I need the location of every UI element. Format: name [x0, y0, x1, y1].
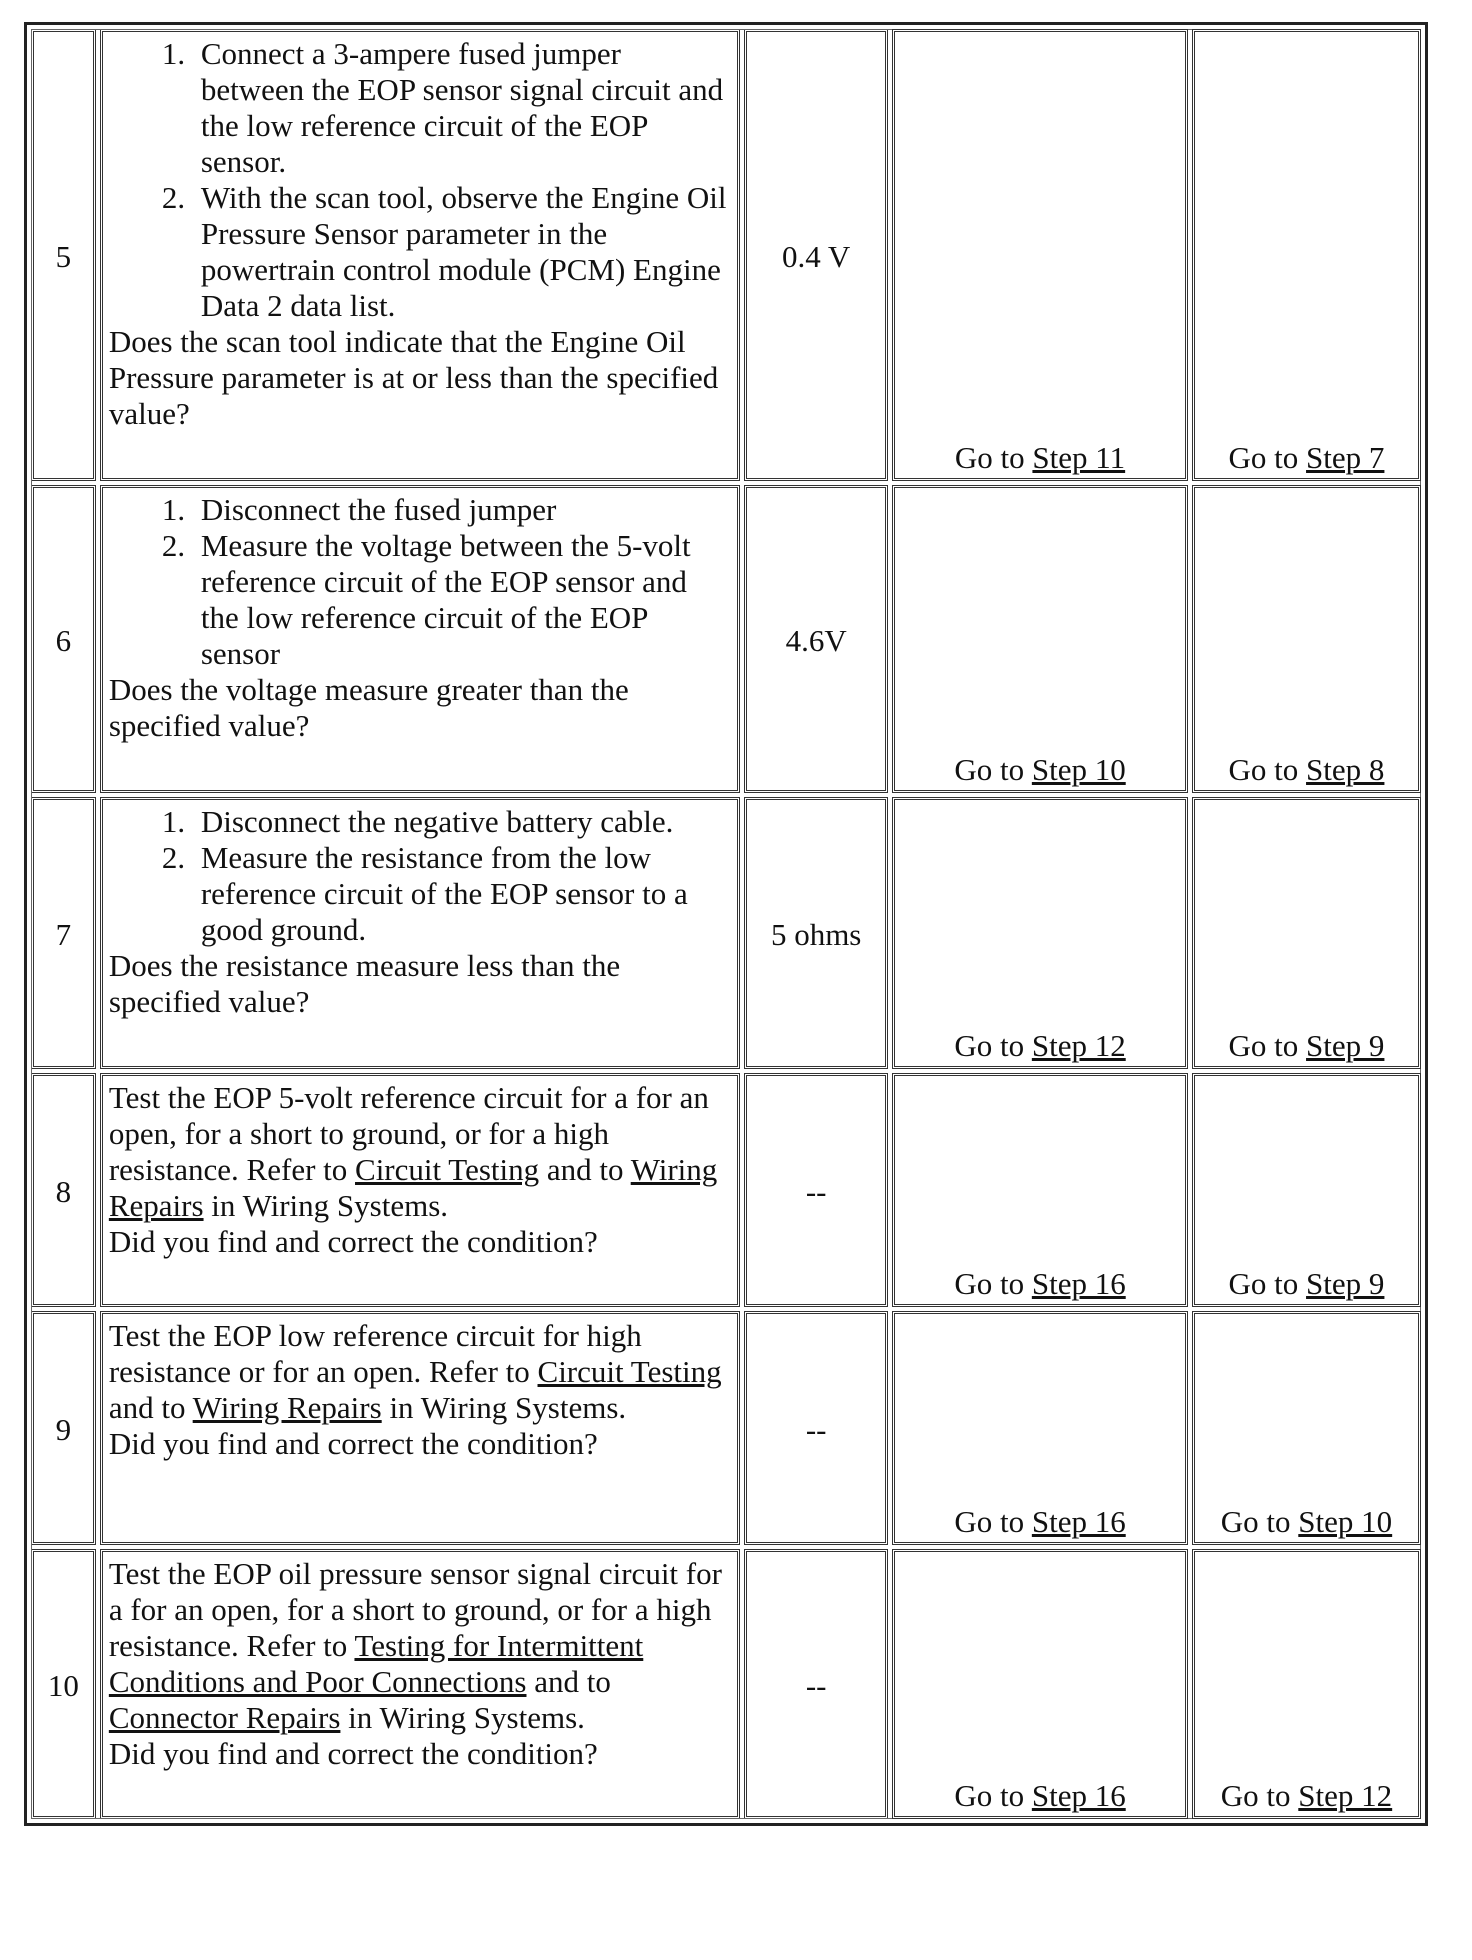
value-cell: -- [744, 1549, 888, 1819]
no-cell [1192, 1549, 1421, 1819]
procedure-text [109, 1556, 731, 1736]
goto-prefix: Go to [1228, 440, 1299, 475]
procedure-text-part: and to [108, 1390, 186, 1425]
procedure-text-part: and to [534, 1664, 611, 1699]
question-text: Does the voltage measure greater than the specified value? [108, 672, 629, 743]
action-cell [100, 1549, 740, 1819]
action-cell [100, 485, 740, 793]
goto-prefix: Go to [954, 1504, 1025, 1539]
goto-step-link[interactable]: Step 8 [1306, 752, 1385, 787]
goto-prefix: Go to [1228, 1028, 1299, 1063]
step-number: 6 [31, 485, 96, 793]
goto-step-link[interactable]: Step 16 [1031, 1504, 1126, 1539]
value-cell: 5 ohms [744, 797, 888, 1069]
diagnostic-table [24, 22, 1428, 1826]
goto-prefix: Go to [954, 752, 1025, 787]
step-number: 9 [31, 1311, 96, 1545]
action-cell [100, 29, 740, 481]
circuit-testing-link[interactable]: Circuit Testing [537, 1354, 722, 1389]
action-list [109, 804, 731, 948]
value-cell: 4.6V [744, 485, 888, 793]
intermittent-conditions-link[interactable]: Testing for Intermittent Conditions and Poor Connections [108, 1628, 644, 1699]
table-row [31, 1549, 1421, 1819]
procedure-text-part: in Wiring Systems. [389, 1390, 627, 1425]
goto-step-link[interactable]: Step 11 [1032, 440, 1126, 475]
goto-prefix: Go to [954, 1266, 1025, 1301]
goto-step-link[interactable]: Step 16 [1031, 1266, 1126, 1301]
procedure-text-part: in Wiring Systems. [348, 1700, 585, 1735]
step-number: 7 [31, 797, 96, 1069]
action-cell [100, 1311, 740, 1545]
procedure-text [109, 1318, 731, 1426]
no-cell [1192, 29, 1421, 481]
question-text: Did you find and correct the condition? [108, 1224, 598, 1259]
action-item: 2. With the scan tool, observe the Engine Oil Pressure Sensor parameter in the powertrain control module (PCM) Engine Data 2 data list. [193, 180, 731, 324]
wiring-repairs-link[interactable]: Wiring Repairs [108, 1152, 718, 1223]
goto-prefix: Go to [1220, 1504, 1291, 1539]
no-cell [1192, 797, 1421, 1069]
goto-step-link[interactable]: Step 9 [1306, 1266, 1385, 1301]
step-number: 10 [31, 1549, 96, 1819]
action-item: 1. Connect a 3-ampere fused jumper between the EOP sensor signal circuit and the low reference circuit of the EOP sensor. [193, 36, 731, 180]
action-cell [100, 1073, 740, 1307]
circuit-testing-link[interactable]: Circuit Testing [355, 1152, 540, 1187]
goto-prefix: Go to [1228, 1266, 1299, 1301]
connector-repairs-link[interactable]: Connector Repairs [108, 1700, 341, 1735]
yes-cell [892, 485, 1188, 793]
action-item: 1. Disconnect the fused jumper [193, 492, 731, 528]
yes-cell [892, 1311, 1188, 1545]
goto-prefix: Go to [954, 1778, 1025, 1813]
goto-prefix: Go to [1228, 752, 1299, 787]
no-cell [1192, 1073, 1421, 1307]
goto-step-link[interactable]: Step 10 [1031, 752, 1126, 787]
goto-prefix: Go to [954, 1028, 1025, 1063]
table-row [31, 797, 1421, 1069]
procedure-text [109, 1080, 731, 1224]
step-number: 5 [31, 29, 96, 481]
table-row [31, 29, 1421, 481]
goto-prefix: Go to [1220, 1778, 1291, 1813]
procedure-text-part: Test the EOP oil pressure sensor signal circuit for a for an open, for a short to ground, or for a high resistance. Refer to [108, 1556, 722, 1663]
table-row [31, 1073, 1421, 1307]
action-item: 1. Disconnect the negative battery cable. [193, 804, 731, 840]
step-number: 8 [31, 1073, 96, 1307]
value-cell: -- [744, 1073, 888, 1307]
no-cell [1192, 485, 1421, 793]
question-text: Did you find and correct the condition? [108, 1736, 598, 1771]
value-cell: 0.4 V [744, 29, 888, 481]
procedure-text-part: Test the EOP low reference circuit for high resistance or for an open. Refer to [108, 1318, 642, 1389]
procedure-text-part: Test the EOP 5-volt reference circuit for a for an open, for a short to ground, or for a high resistance. Refer to [108, 1080, 709, 1187]
action-cell [100, 797, 740, 1069]
procedure-text-part: in Wiring Systems. [211, 1188, 449, 1223]
action-list [109, 36, 731, 324]
goto-step-link[interactable]: Step 9 [1306, 1028, 1385, 1063]
goto-step-link[interactable]: Step 10 [1298, 1504, 1393, 1539]
action-item: 2. Measure the resistance from the low reference circuit of the EOP sensor to a good ground. [193, 840, 731, 948]
action-list [109, 492, 731, 672]
yes-cell [892, 1073, 1188, 1307]
table-row [31, 1311, 1421, 1545]
no-cell [1192, 1311, 1421, 1545]
goto-step-link[interactable]: Step 7 [1306, 440, 1385, 475]
procedure-text-part: and to [546, 1152, 624, 1187]
goto-step-link[interactable]: Step 12 [1298, 1778, 1393, 1813]
question-text: Does the scan tool indicate that the Engine Oil Pressure parameter is at or less than the specified value? [108, 324, 719, 431]
goto-prefix: Go to [954, 440, 1025, 475]
action-item: 2. Measure the voltage between the 5-volt reference circuit of the EOP sensor and the low reference circuit of the EOP sensor [193, 528, 731, 672]
yes-cell [892, 1549, 1188, 1819]
table-row [31, 485, 1421, 793]
wiring-repairs-link[interactable]: Wiring Repairs [192, 1390, 382, 1425]
yes-cell [892, 29, 1188, 481]
goto-step-link[interactable]: Step 16 [1031, 1778, 1126, 1813]
goto-step-link[interactable]: Step 12 [1031, 1028, 1126, 1063]
yes-cell [892, 797, 1188, 1069]
value-cell: -- [744, 1311, 888, 1545]
question-text: Does the resistance measure less than the specified value? [108, 948, 621, 1019]
question-text: Did you find and correct the condition? [108, 1426, 598, 1461]
